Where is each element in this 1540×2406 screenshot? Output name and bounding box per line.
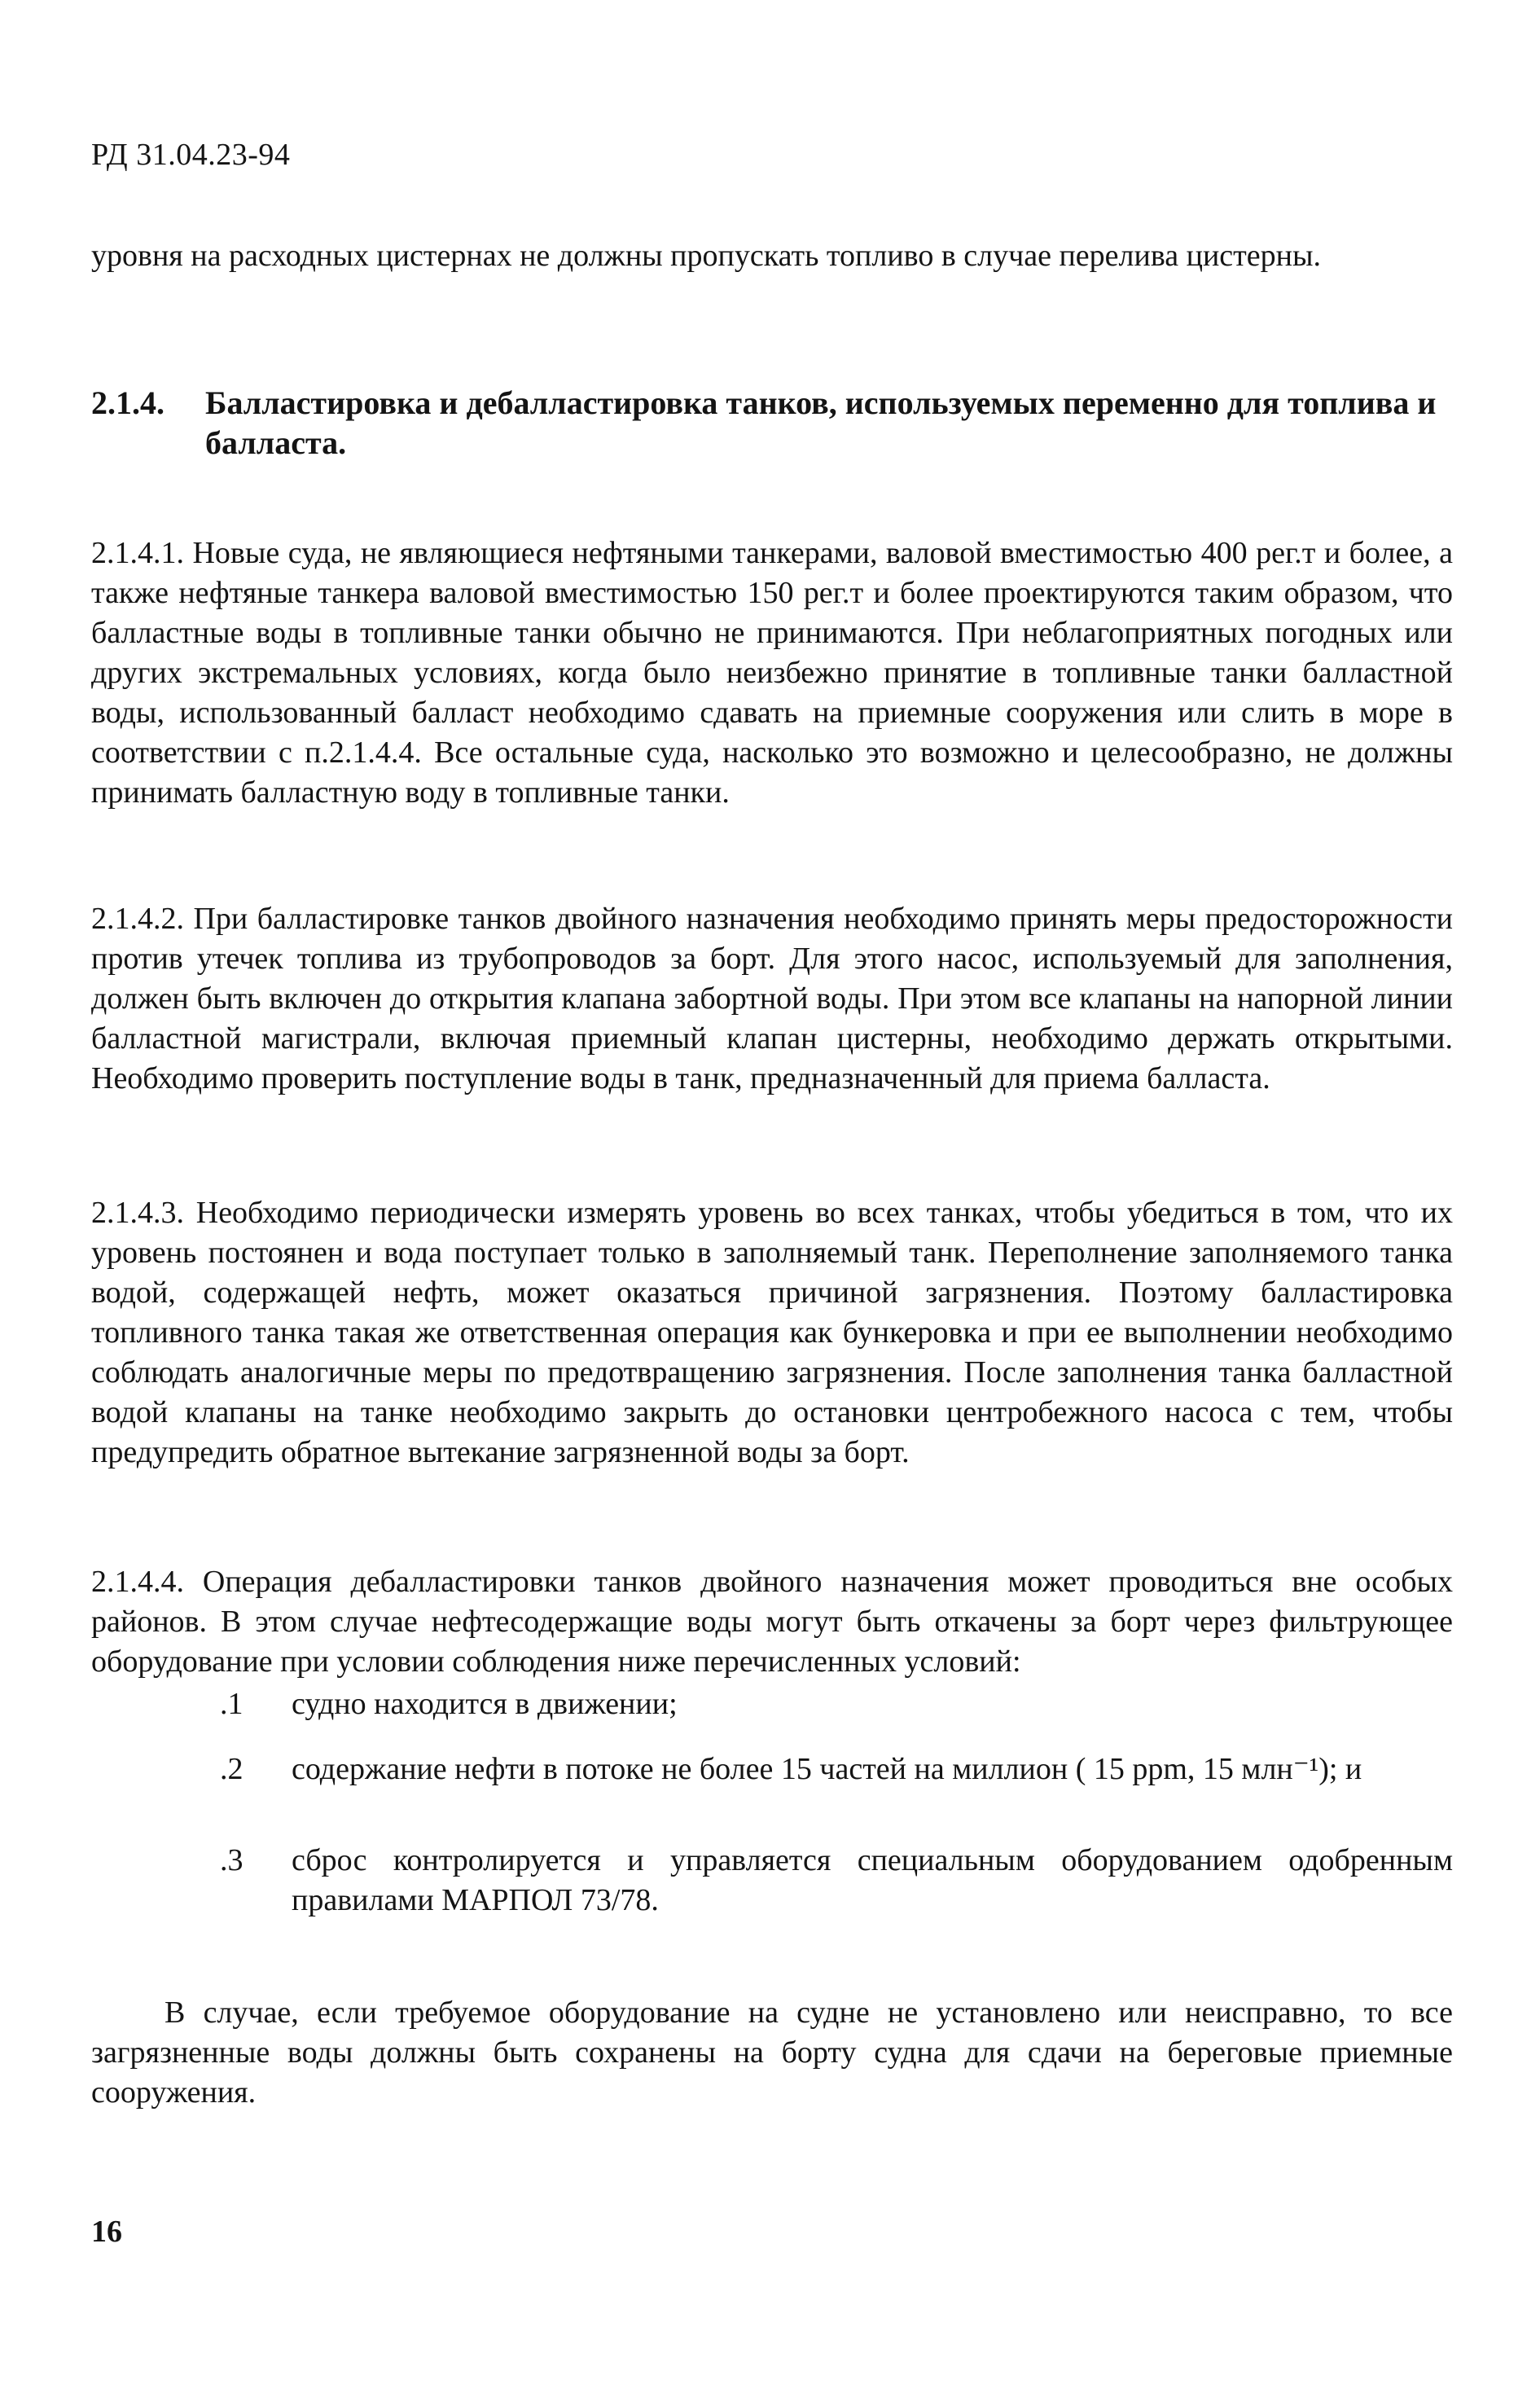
page-number: 16: [91, 2215, 122, 2249]
intro-paragraph: уровня на расходных цистернах не должны пропускать топливо в случае перелива цистерны.: [91, 239, 1322, 273]
list-item: [220, 1750, 1453, 1789]
list-text: сброс контролируется и управляется специальным оборудованием одобренным правилами МАРПОЛ 73/78.: [292, 1843, 1453, 1917]
list-marker: .1: [220, 1687, 244, 1721]
section-heading: [91, 383, 1453, 463]
list-text: содержание нефти в потоке не более 15 частей на миллион ( 15 ppm, 15 млн⁻¹); и: [292, 1752, 1362, 1786]
list-marker: .2: [220, 1752, 244, 1786]
list-item: [220, 1684, 1453, 1724]
list-text: судно находится в движении;: [292, 1687, 678, 1721]
list-item: [220, 1841, 1453, 1921]
closing-paragraph: В случае, если требуемое оборудование на судне не установлено или неисправно, то все загрязненные воды должны быть сохранены на борту судна для сдачи на береговые приемные сооружения.: [91, 1995, 1453, 2110]
document-code: РД 31.04.23-94: [91, 138, 291, 172]
paragraph-2-1-4-2: 2.1.4.2. При балластировке танков двойного назначения необходимо принять меры предосторожности против утечек топлива из трубопроводов за борт. Для этого насос, используемый для заполнения, должен быть включен до открытия клапана забортной воды. При этом все клапаны на напорной линии балластной магистрали, включая приемный клапан цистерны, необходимо держать открытыми. Необходимо проверить поступление воды в танк, предназначенный для приема балласта.: [91, 902, 1453, 1095]
paragraph-2-1-4-1: 2.1.4.1. Новые суда, не являющиеся нефтяными танкерами, валовой вместимостью 400 рег.т и более, а также нефтяные танкера валовой вместимостью 150 рег.т и более проектируются таким образом, что балластные воды в топливные танки обычно не принимаются. При неблагоприятных погодных или других экстремальных условиях, когда было неизбежно принятие в топливные танки балластной воды, использованный балласт необходимо сдавать на приемные сооружения или слить в море в соответствии с п.2.1.4.4. Все остальные суда, насколько это возможно и целесообразно, не должны принимать балластную воду в топливные танки.: [91, 536, 1453, 810]
section-title: Балластировка и дебалластировка танков, используемых переменно для топлива и балласта.: [205, 384, 1437, 461]
section-number: 2.1.4.: [91, 384, 165, 421]
paragraph-2-1-4-3: 2.1.4.3. Необходимо периодически измерять уровень во всех танках, чтобы убедиться в том, что их уровень постоянен и вода поступает только в заполняемый танк. Переполнение заполняемого танка водой, содержащей нефть, может оказаться причиной загрязнения. Поэтому балластировка топливного танка такая же ответственная операция как бункеровка и при ее выполнении необходимо соблюдать аналогичные меры по предотвращению загрязнения. После заполнения танка балластной водой клапаны на танке необходимо закрыть до остановки центробежного насоса с тем, чтобы предупредить обратное вытекание загрязненной воды за борт.: [91, 1196, 1453, 1469]
list-marker: .3: [220, 1843, 244, 1877]
paragraph-2-1-4-4: 2.1.4.4. Операция дебалластировки танков двойного назначения может проводиться вне особых районов. В этом случае нефтесодержащие воды могут быть откачены за борт через фильтрующее оборудование при условии соблюдения ниже перечисленных условий:: [91, 1565, 1453, 1679]
